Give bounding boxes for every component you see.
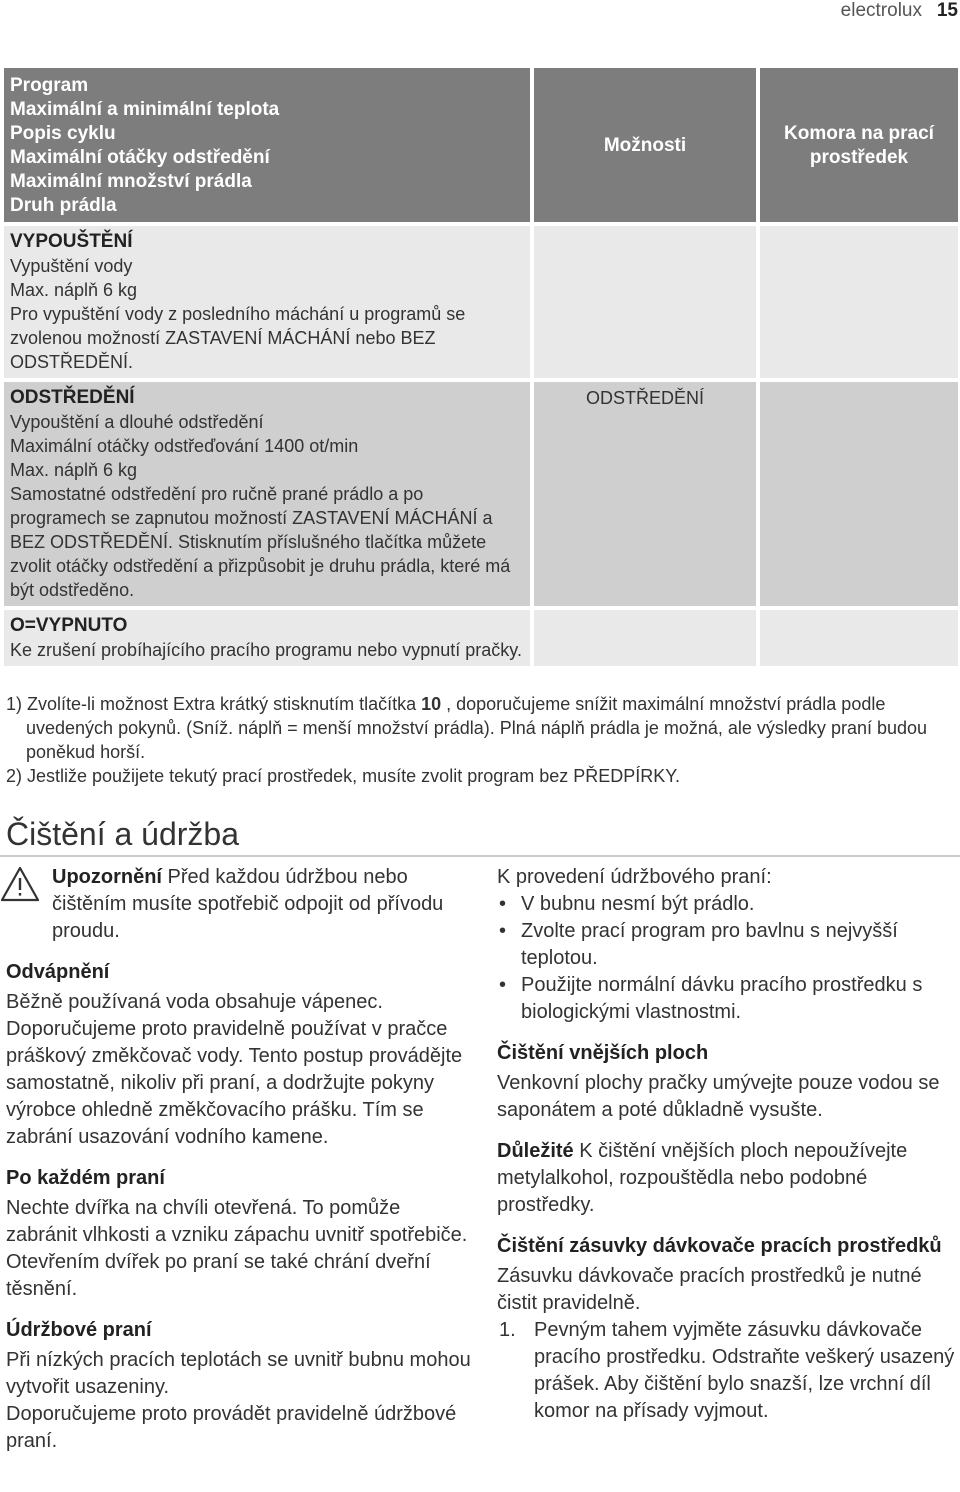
program-name: O=VYPNUTO — [10, 615, 128, 636]
dispenser-cell — [760, 382, 958, 606]
table-row — [4, 226, 958, 378]
dispenser-steps — [497, 1317, 959, 1425]
program-desc: Max. náplň 6 kg — [10, 280, 138, 300]
header-options: Možnosti — [534, 68, 756, 222]
maintenance-bullets — [497, 891, 959, 1026]
program-cell — [4, 610, 530, 666]
step-text: Pevným tahem vyjměte zásuvku dávkovače pracího prostředku. Odstraňte veškerý usazený prášek. Aby čištění bylo snazší, lze vrchní díl komor na přísady vyjmout. — [534, 1319, 955, 1422]
maintenance-wash-text: Při nízkých pracích teplotách se uvnitř bubnu mohou vytvořit usazeniny. — [6, 1349, 471, 1398]
list-item — [497, 1317, 959, 1425]
dispenser-cell — [760, 226, 958, 378]
table-footnotes — [6, 692, 960, 788]
warning-label: Upozornění — [52, 866, 162, 888]
important-text: K čištění vnějších ploch nepoužívejte metylalkohol, rozpouštědla nebo podobné prostředky. — [497, 1140, 908, 1216]
header-program — [4, 68, 530, 222]
program-desc: Samostatné odstředění pro ručně prané prádlo a po programech se zapnutou možností ZASTAVENÍ MÁCHÁNÍ a BEZ ODSTŘEDĚNÍ. Stisknutím příslušného tlačítka můžete zvolit otáčky odstředění a přizpůsobit je druhu prádla, které má být odstředěno. — [10, 484, 511, 600]
warning-triangle-icon — [0, 866, 40, 902]
list-item: • V bubnu nesmí být prádlo. — [497, 891, 959, 918]
table-row — [4, 382, 958, 606]
program-cell — [4, 226, 530, 378]
options-cell: ODSTŘEDĚNÍ — [534, 382, 756, 606]
list-item: • Použijte normální dávku pracího prostředku s biologickými vlastnostmi. — [497, 972, 959, 1026]
program-desc: Vypouštění a dlouhé odstředění — [10, 412, 264, 432]
options-cell — [534, 226, 756, 378]
program-cell — [4, 382, 530, 606]
header-dispenser: Komora na prací prostředek — [760, 68, 958, 222]
header-line: Popis cyklu — [10, 123, 116, 144]
table-header-row — [4, 68, 958, 222]
program-desc: Vypuštění vody — [10, 256, 133, 276]
header-line: Program — [10, 75, 89, 96]
dispenser-cell — [760, 610, 958, 666]
header-line: Maximální množství prádla — [10, 171, 252, 192]
program-desc: Max. náplň 6 kg — [10, 460, 138, 480]
section-divider — [0, 855, 960, 857]
program-desc: Pro vypuštění vody z posledního máchání u programů se zvolenou možností ZASTAVENÍ MÁCHÁNÍ nebo BEZ ODSTŘEDĚNÍ. — [10, 304, 466, 372]
step-number: 1. — [499, 1319, 516, 1341]
header-line: Druh prádla — [10, 195, 117, 216]
left-column — [6, 864, 471, 1463]
list-item: • Zvolte prací program pro bavlnu s nejvyšší teplotou. — [497, 918, 959, 972]
heading-maintenance-wash: Údržbové praní — [6, 1319, 152, 1341]
page-number: 15 — [936, 0, 958, 21]
important-label: Důležité — [497, 1140, 574, 1162]
program-desc: Maximální otáčky odstřeďování 1400 ot/min — [10, 436, 359, 456]
right-column — [497, 864, 959, 1425]
section-title: Čištění a údržba — [6, 816, 240, 852]
program-name: ODSTŘEDĚNÍ — [10, 387, 135, 408]
after-wash-text: Nechte dvířka na chvíli otevřená. To pomůže zabránit vlhkosti a vzniku zápachu uvnitř spotřebiče. Otevřením dvířek po praní se také chrání dveřní těsnění. — [6, 1197, 468, 1300]
warning-text: Před každou údržbou nebo čištěním musíte spotřebič odpojit od přívodu proudu. — [52, 866, 444, 942]
important-note — [497, 1138, 959, 1219]
header-line: Maximální a minimální teplota — [10, 99, 280, 120]
maintenance-intro: K provedení údržbového praní: — [497, 866, 772, 888]
heading-after-wash: Po každém praní — [6, 1167, 165, 1189]
options-cell — [534, 610, 756, 666]
program-name: VYPOUŠTĚNÍ — [10, 231, 133, 252]
exterior-text: Venkovní plochy pračky umývejte pouze vodou se saponátem a poté důkladně vysušte. — [497, 1072, 940, 1121]
program-desc: Ke zrušení probíhajícího pracího programu nebo vypnutí pračky. — [10, 640, 522, 660]
header-line: Maximální otáčky odstředění — [10, 147, 270, 168]
footnote-text: 1) Zvolíte-li možnost Extra krátký stisknutím tlačítka — [6, 694, 422, 714]
heading-exterior: Čištění vnějších ploch — [497, 1042, 709, 1064]
descaling-text: Běžně používaná voda obsahuje vápenec. Doporučujeme proto pravidelně používat v pračce práškový změkčovač vody. Tento postup provádějte samostatně, nikoliv při praní, a dodržujte pokyny výrobce ohledně změkčovacího prášku. Tím se zabrání usazování vodního kamene. — [6, 991, 463, 1148]
heading-dispenser: Čištění zásuvky dávkovače pracích prostředků — [497, 1235, 942, 1257]
button-number: 10 — [421, 694, 442, 714]
heading-descaling: Odvápnění — [6, 961, 110, 983]
warning-box — [6, 864, 471, 945]
program-table — [0, 64, 960, 670]
footnote-text: , doporučujeme snížit maximální množství prádla podle uvedených pokynů. (Sníž. náplň = menší množství prádla). Plná náplň prádla je možná, ale výsledky praní budou poněkud horší. — [26, 694, 928, 762]
footnote-2: 2) Jestliže použijete tekutý prací prostředek, musíte zvolit program bez PŘEDPÍRKY. — [6, 766, 680, 786]
footnote-1 — [6, 692, 960, 764]
table-row — [4, 610, 958, 666]
maintenance-wash-text-2: Doporučujeme proto provádět pravidelně údržbové praní. — [6, 1403, 457, 1452]
brand-name: electrolux — [840, 0, 922, 21]
dispenser-text: Zásuvku dávkovače pracích prostředků je nutné čistit pravidelně. — [497, 1265, 922, 1314]
